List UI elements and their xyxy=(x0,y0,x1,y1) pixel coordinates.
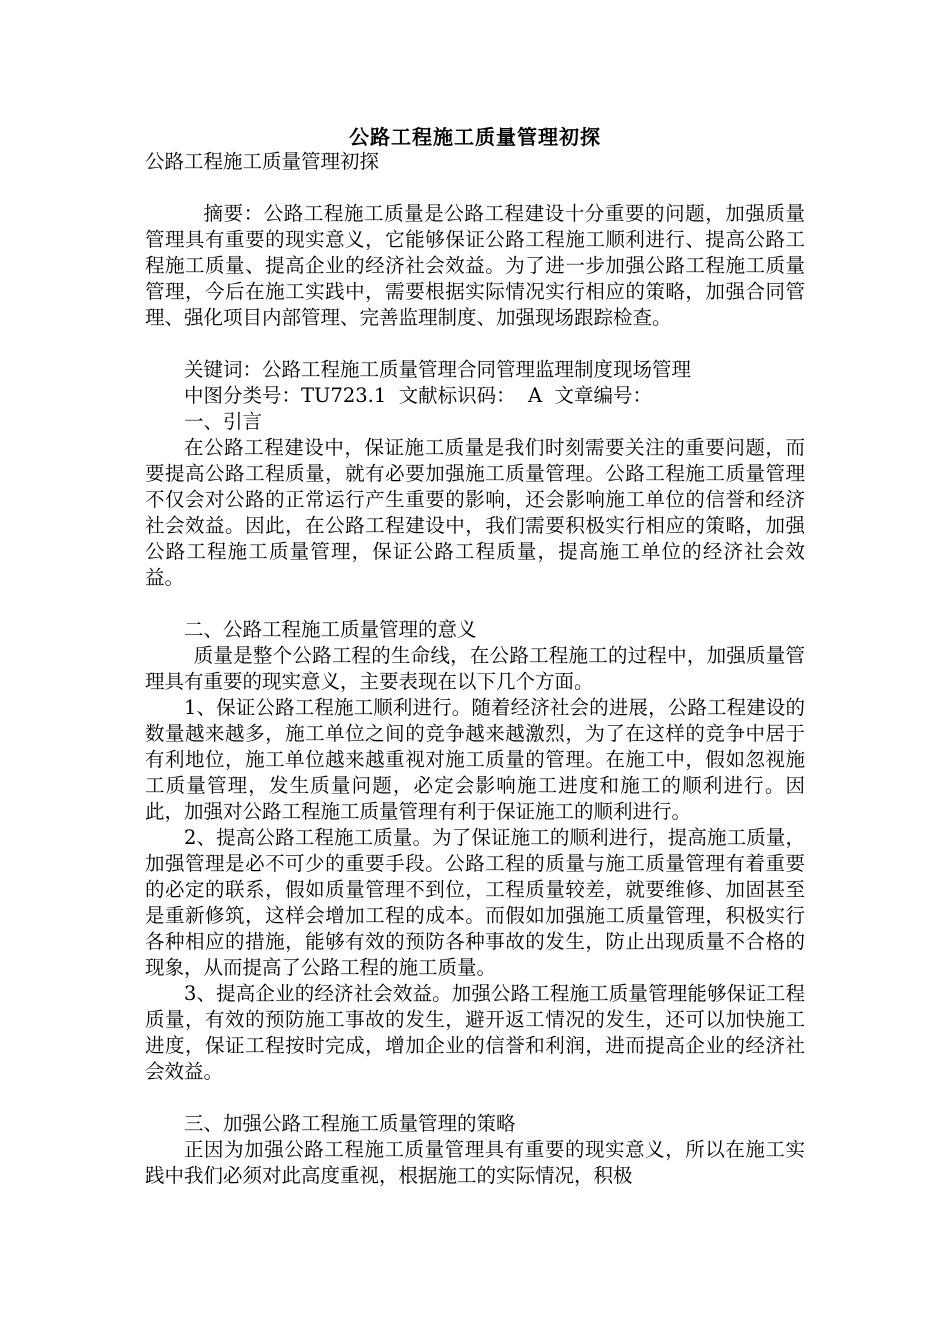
section-3-paragraph: 正因为加强公路工程施工质量管理具有重要的现实意义，所以在施工实践中我们必须对此高度重视，根据施工的实际情况，积极 xyxy=(145,1138,805,1187)
section-1-paragraph: 在公路工程建设中，保证施工质量是我们时刻需要关注的重要问题，而要提高公路工程质量，就有必要加强施工质量管理。公路工程施工质量管理不仅会对公路的正常运行产生重要的影响，还会影响施工单位的信誉和经济社会效益。因此，在公路工程建设中，我们需要积极实行相应的策略，加强公路工程施工质量管理，保证公路工程质量，提高施工单位的经济社会效益。 xyxy=(145,436,805,589)
blank-line xyxy=(145,591,805,617)
document-body xyxy=(145,149,805,1189)
section-2-paragraph-1: 1、保证公路工程施工顺利进行。随着经济社会的进展，公路工程建设的数量越来越多，施工单位之间的竞争越来越激烈，为了在这样的竞争中居于有利地位，施工单位越来越重视对施工质量的管理。在施工中，假如忽视施工质量管理，发生质量问题，必定会影响施工进度和施工的顺利进行。因此，加强对公路工程施工质量管理有利于保证施工的顺利进行。 xyxy=(145,696,805,823)
classification-line: 中图分类号：TU723.1 文献标识码： A 文章编号： xyxy=(184,384,653,407)
blank-line xyxy=(145,1085,805,1111)
blank-line xyxy=(145,175,805,201)
section-2-heading: 二、公路工程施工质量管理的意义 xyxy=(184,618,477,641)
document-subtitle: 公路工程施工质量管理初探 xyxy=(145,150,380,173)
blank-line xyxy=(145,331,805,357)
section-3-heading: 三、加强公路工程施工质量管理的策略 xyxy=(184,1112,516,1135)
section-2-paragraph-intro: 质量是整个公路工程的生命线，在公路工程施工的过程中，加强质量管理具有重要的现实意义，主要表现在以下几个方面。 xyxy=(145,644,805,693)
section-2-paragraph-2: 2、提高公路工程施工质量。为了保证施工的顺利进行，提高施工质量，加强管理是必不可少的重要手段。公路工程的质量与施工质量管理有着重要的必定的联系，假如质量管理不到位，工程质量较差，就要维修、加固甚至是重新修筑，这样会增加工程的成本。而假如加强施工质量管理，积极实行各种相应的措施，能够有效的预防各种事故的发生，防止出现质量不合格的现象，从而提高了公路工程的施工质量。 xyxy=(145,826,805,979)
section-2-paragraph-3: 3、提高企业的经济社会效益。加强公路工程施工质量管理能够保证工程质量，有效的预防施工事故的发生，避开返工情况的发生，还可以加快施工进度，保证工程按时完成，增加企业的信誉和利润，进而提高企业的经济社会效益。 xyxy=(145,982,805,1083)
abstract-paragraph: 摘要：公路工程施工质量是公路工程建设十分重要的问题，加强质量管理具有重要的现实意义，它能够保证公路工程施工顺利进行、提高公路工程施工质量、提高企业的经济社会效益。为了进一步加强公路工程施工质量管理，今后在施工实践中，需要根据实际情况实行相应的策略，加强合同管理、强化项目内部管理、完善监理制度、加强现场跟踪检查。 xyxy=(145,202,805,329)
keywords-line: 关键词：公路工程施工质量管理合同管理监理制度现场管理 xyxy=(184,358,692,381)
section-1-heading: 一、引言 xyxy=(184,410,263,433)
document-title: 公路工程施工质量管理初探 xyxy=(349,125,601,149)
